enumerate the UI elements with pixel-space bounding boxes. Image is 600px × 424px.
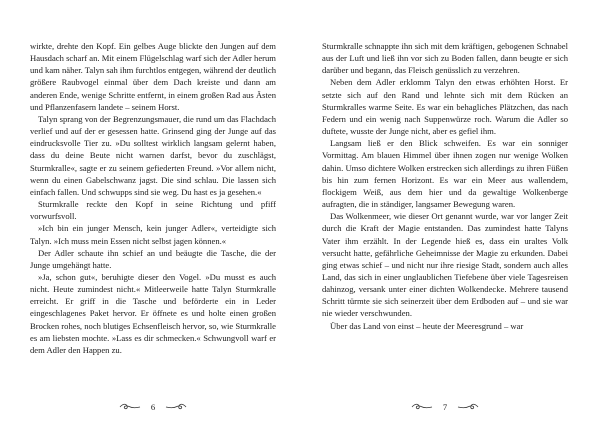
right-page	[322, 40, 568, 332]
paragraph: Der Adler schaute ihn schief an und beäugte die Tasche, die der Junge umgehängt hatte.	[30, 247, 276, 270]
paragraph: Langsam ließ er den Blick schweifen. Es war ein sonniger Vormittag. Am blauen Himmel über ihnen zogen nur wenige Wolken dahin. Umso dichtere Wolken erstrecken sich allerdings zu ihren Füßen bis hin zum fernen Horizont. Es war ein Meer aus wallendem, flockigem Weiß, aus dem hier und da gewaltige Wolkenberge aufragten, die in ständiger, langsamer Bewegung waren.	[322, 138, 568, 210]
swirl-ornament-left-icon	[119, 403, 141, 411]
page-number: 6	[150, 402, 156, 412]
left-page	[30, 40, 276, 356]
paragraph: wirkte, drehte den Kopf. Ein gelbes Auge blickte den Jungen auf dem Hausdach scharf an. Mit einem Flügelschlag warf sich der Adler herum und kam näher. Talyn sah ihm furchtlos entgegen, während der deutlich größere Raubvogel einmal über dem Dach kreiste und dann am anderen Ende, wenige Schritte entfernt, in einem großen Rad aus Ästen und Pflanzenfasern landete – seinem Horst.	[30, 41, 276, 112]
paragraph: Sturmkralle reckte den Kopf in seine Richtung und pfiff vorwurfsvoll.	[30, 199, 276, 222]
paragraph: Talyn sprang von der Begrenzungsmauer, die rund um das Flachdach verlief und auf der er gesessen hatte. Grinsend ging der Junge auf das eindrucksvolle Tier zu. »Du solltest wirklich langsam gelernt haben, dass du deine Beute nicht warnen darfst, bevor du zuschlägst, Sturmkralle«, sagte er zu seinem gefiederten Freund. »Vor allem nicht, wenn du einen Gabelschwanz jagst. Die sind schlau. Die lassen sich einfach fallen. Und schwupps sind sie weg. Du hast es ja gesehen.«	[30, 113, 276, 197]
paragraph: Sturmkralle schnappte ihn sich mit dem kräftigen, gebogenen Schnabel aus der Luft und ließ ihn vor sich zu Boden fallen, dann beugte er sich darüber und begann, das Fleisch genüsslich zu verzehren.	[322, 41, 568, 76]
paragraph: »Ja, schon gut«, beruhigte dieser den Vogel. »Du musst es auch nicht. Heute zumindest nicht.« Mitleerweile hatte Talyn Sturmkralle erreicht. Er griff in die Tasche und beförderte ein in Leder eingeschlagenes Paket hervor. Er öffnete es und holte einen großen Brocken rohes, noch blutiges Echsenfleisch hervor, so, wie Sturmkralle es am liebsten mochte. »Lass es dir schmecken.« Schwungvoll warf er dem Adler den Happen zu.	[30, 271, 276, 355]
right-folio	[322, 402, 568, 412]
paragraph: Das Wolkenmeer, wie dieser Ort genannt wurde, war vor langer Zeit durch die Kraft der Magie entstanden. Das zumindest hatte Talyns Vater ihm erzählt. In der Legende hieß es, dass ein uraltes Volk versucht hatte, gefährliche Geheimnisse der Magie zu erkunden. Dabei ging etwas schief – und nicht nur ihre riesige Stadt, sondern auch alles Land, das sich in einer unglaublichen Tiefebene über viele Tagesreisen dahinzog, versank unter einer dichten Wolkendecke. Mehrere tausend Schritt türmte sie sich seinerzeit über dem Erdboden auf – und sie war nie wieder verschwunden.	[322, 211, 568, 319]
swirl-ornament-right-icon	[165, 403, 187, 411]
paragraph: Über das Land von einst – heute der Meeresgrund – war	[330, 320, 524, 331]
paragraph: »Ich bin ein junger Mensch, kein junger Adler«, verteidigte sich Talyn. »Ich muss mein Essen nicht selbst jagen können.«	[30, 223, 276, 246]
swirl-ornament-left-icon	[411, 403, 433, 411]
swirl-ornament-right-icon	[457, 403, 479, 411]
left-folio	[30, 402, 276, 412]
page-number: 7	[442, 402, 448, 412]
paragraph: Neben dem Adler erklomm Talyn den etwas erhöhten Horst. Er setzte sich auf den Rand und lehnte sich mit dem Rücken an Sturmkralles warme Seite. Es war ein behagliches Plätzchen, das nach Federn und ein wenig nach Suppenwürze roch. Warum die Adler so duftete, wusste der Junge nicht, aber es gefiel ihm.	[322, 77, 568, 137]
